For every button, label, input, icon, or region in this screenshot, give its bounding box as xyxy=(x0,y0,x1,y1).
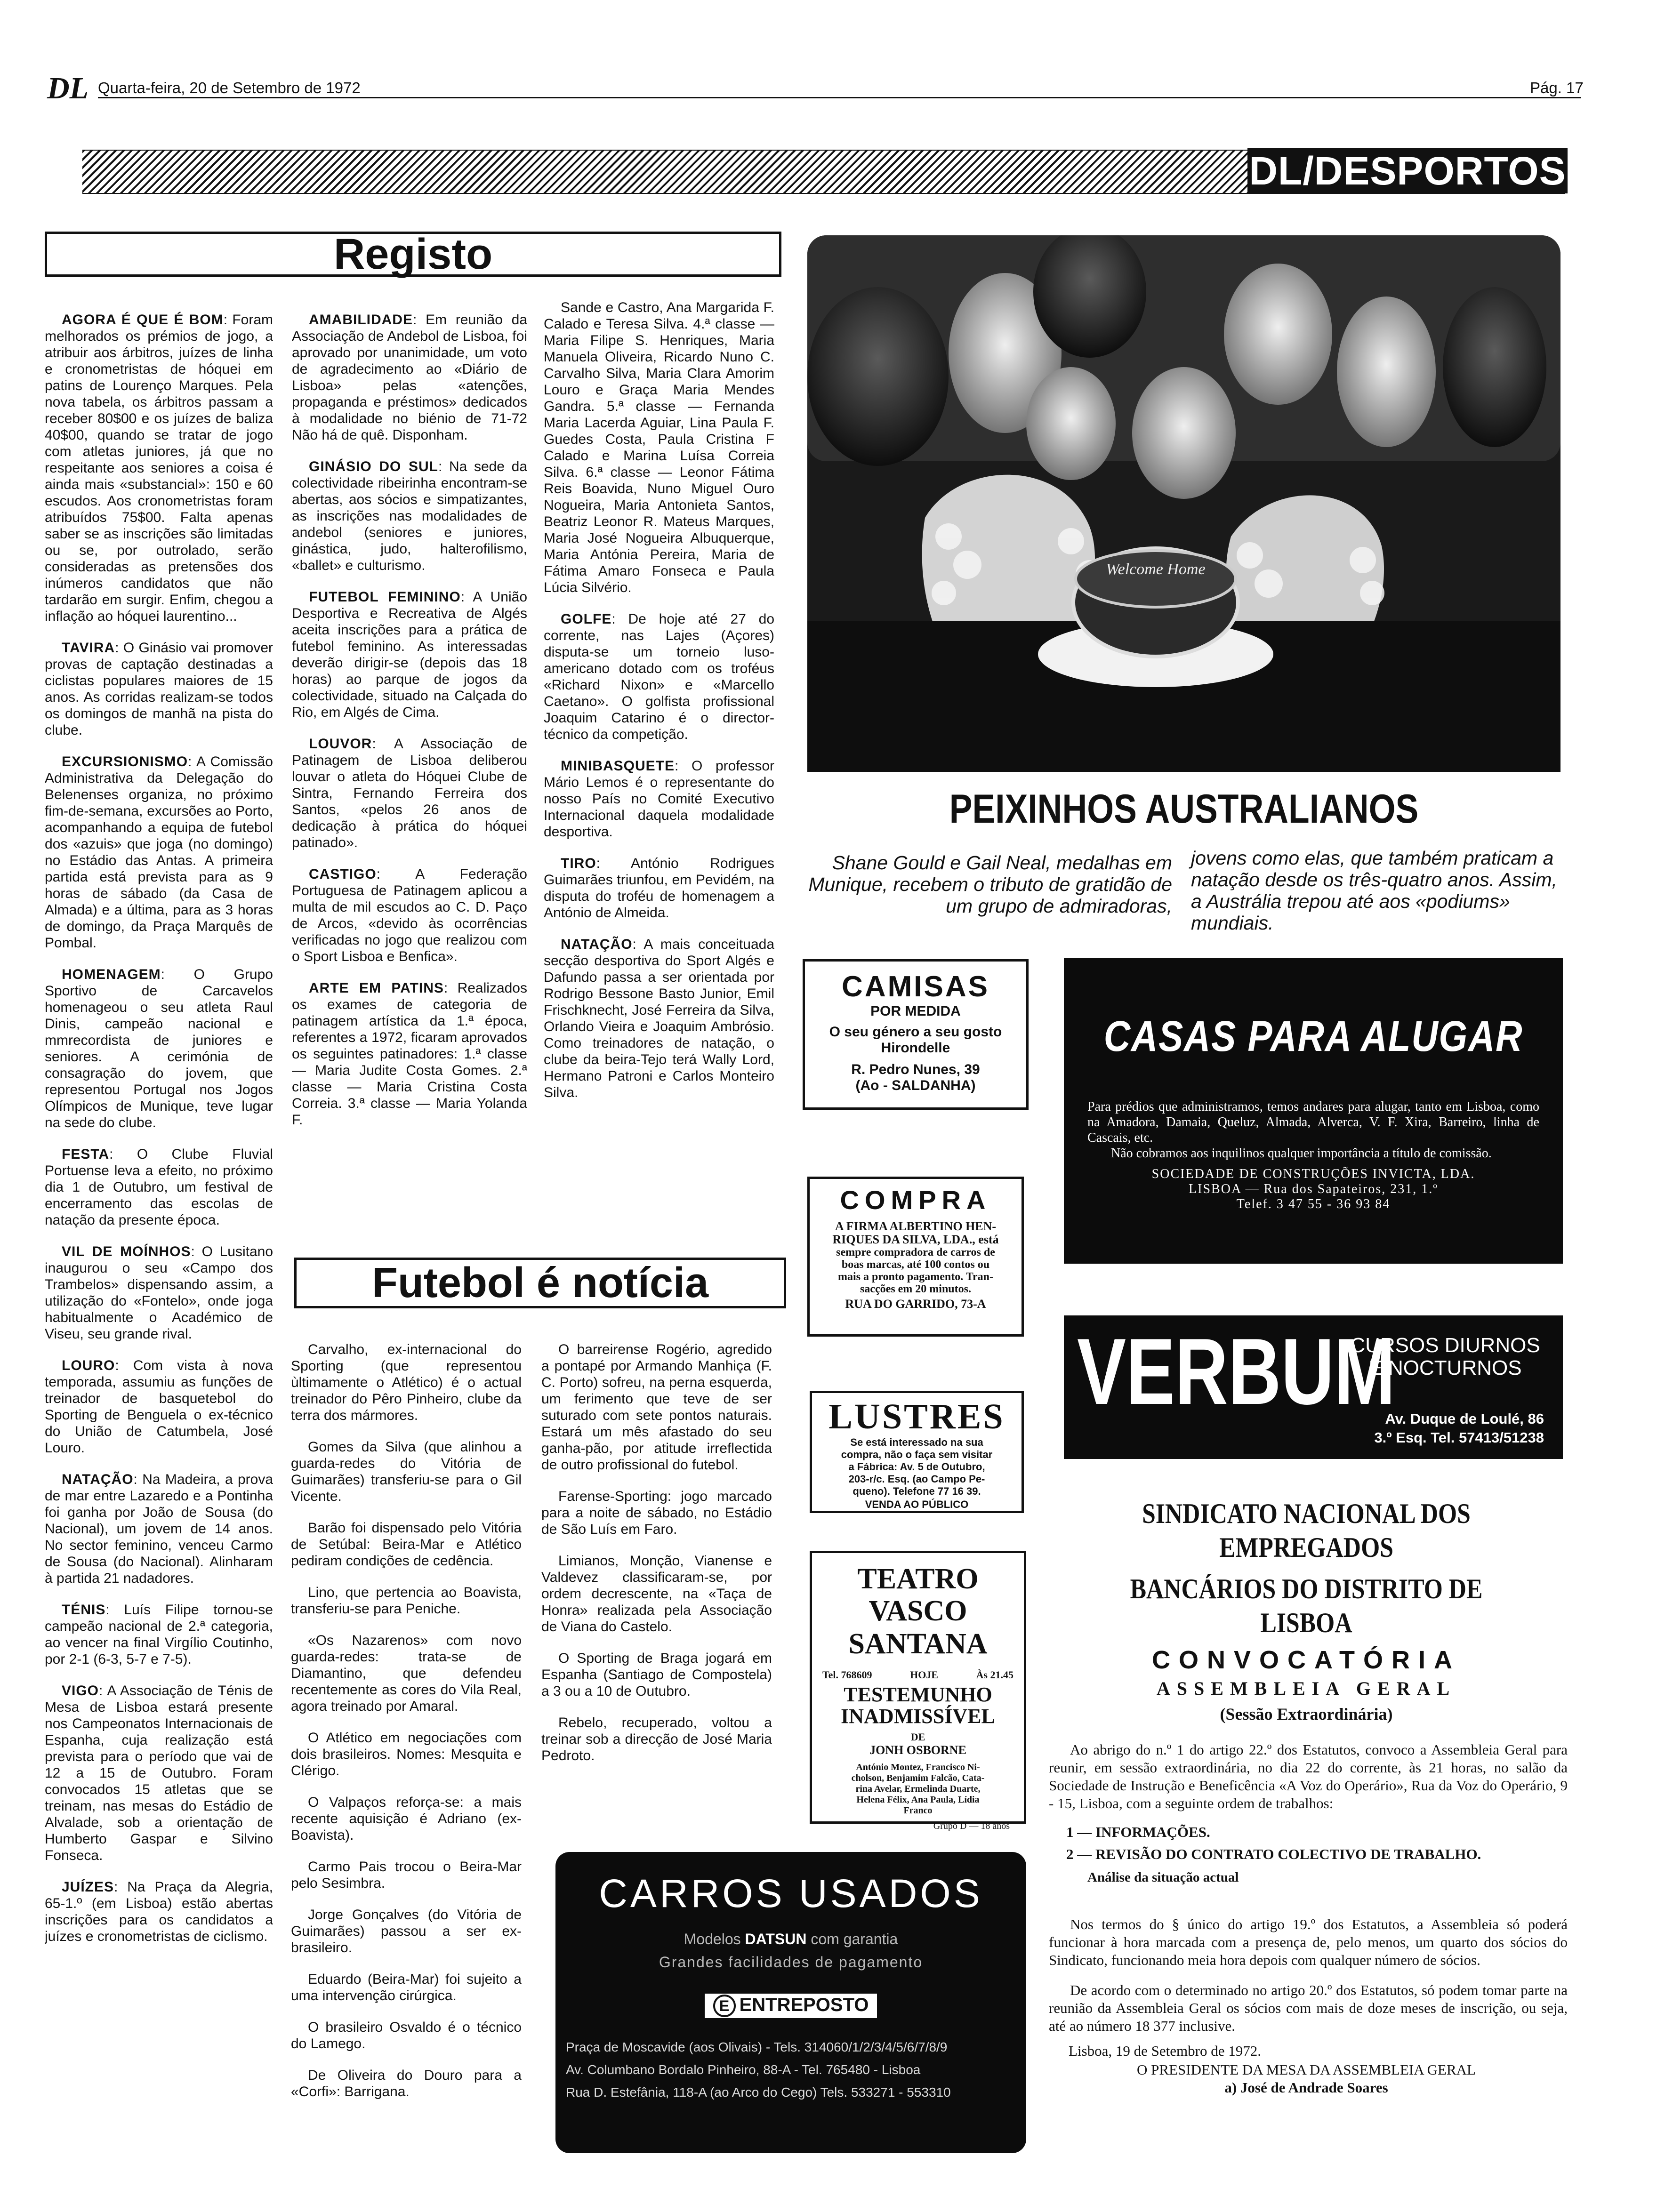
ad-verbum xyxy=(1064,1315,1563,1459)
sindicato-notice: SINDICATO NACIONAL DOS EMPREGADOS BANCÁRIOS DO DISTRITO DE LISBOA CONVOCATÓRIA ASSEMBLEIA GERAL (Sessão Extraordinária) Ao abrigo do n.º 1 do artigo 22.º dos Estatutos, convoco a Assembleia Geral para reunir, em sessão extraordinária, no dia 22 do corrente, às 21 horas, no salão da Sociedade de Instrução e Beneficência «A Voz do Operário», Rua da Voz do Operário, 9 - 15, Lisboa, com a seguinte ordem de trabalhos: 1 — INFORMAÇÕES. 2 — REVISÃO DO CONTRATO COLECTIVO DE TRABALHO. Análise da situação actual Nos termos do § único do artigo 19.º dos Estatutos, a Assembleia só poderá funcionar à hora marcada com a presença de, pelo menos, um quarto dos sócios do Sindicato, funcionando meia hora depois com qualquer número de sócios. De acordo com o determinado no artigo 20.º dos Estatutos, só podem tomar parte na reunião da Assembleia Geral os sócios com mais de doze meses de inscrição, ou seja, até ao número 18 377 inclusive. Lisboa, 19 de Setembro de 1972. O PRESIDENTE DA MESA DA ASSEMBLEIA GERAL a) José de Andrade Soares xyxy=(1049,1498,1568,2096)
item-text: Na Madeira, a prova de mar entre Lazaredo e a Pontinha foi ganha por João de Sousa (do Nacional), um jovem de 14 anos. No sector feminino, venceu Carmo de Sousa (do Nacional). Alinharam à partida 21 nadadores. xyxy=(45,1472,273,1586)
item-text: A Associação de Ténis de Mesa de Lisboa estará presente nos Campeonatos Internacionais de Espanha, cuja realização está prevista para o período que vai de 12 a 15 de Outubro. Foram convocados 15 atletas que se treinam, nas mesas do Estádio de Alvalade, sob a orientação de Humberto Gaspar e Silvino Fonseca. xyxy=(45,1683,273,1863)
teatro-hora: Às 21.45 xyxy=(976,1669,1014,1681)
item-text: António Rodrigues Guimarães triunfou, em Pevidém, na disputa do troféu de homenagem a António de Almeida. xyxy=(544,856,774,921)
registo-column-1 xyxy=(45,312,273,2159)
item-text: Sande e Castro, Ana Margarida F. Calado e Teresa Silva. 4.ª classe — Maria Filipe S. Henriques, Maria Manuela Oliveira, Ricardo Nuno C. Carvalho Silva, Maria Clara Amorim Louro e Graça Maria Mendes Gandra. 5.ª classe — Fernanda Maria Lacerda Aguiar, Lina Paula F. Guedes Costa, Paula Cristina F Calado e Marina Luísa Correia Silva. 6.ª classe — Leonor Fátima Reis Boavida, Nuno Miguel Ouro Nogueira, Maria Antonieta Santos, Beatriz Leonor R. Mateus Marques, Maria José Nogueira Albuquerque, Maria Antónia Pereira, Maria de Fátima Amaro Fonseca e Paula Lúcia Silvério. xyxy=(544,300,774,595)
futebol-item: Barão foi dispensado pelo Vitória de Setúbal: Beira-Mar e Atlético pediram condições de cedência. xyxy=(291,1520,522,1569)
futebol-item: «Os Nazarenos» com novo guarda-redes: trata-se de Diamantino, que defendeu recentemente as cores do Vila Real, agora treinado por Amaral. xyxy=(291,1633,522,1714)
item-text: O Grupo Sportivo de Carcavelos homenageou o seu atleta Raul Dinis, campeão nacional e mmrecordista de juniores e seniores. A cerimónia de consagração do jovem, que representou Portugal nos Jogos Olímpicos de Munique, teve lugar na sede do clube. xyxy=(45,967,273,1130)
item-heading: GINÁSIO DO SUL xyxy=(309,459,438,474)
futebol-item: O brasileiro Osvaldo é o técnico do Lamego. xyxy=(291,2020,522,2052)
registo-item: TIRO: António Rodrigues Guimarães triunfou, em Pevidém, na disputa do troféu de homenagem a António de Almeida. xyxy=(544,856,774,921)
verbum-a1: Av. Duque de Loulé, 86 xyxy=(1385,1411,1544,1427)
item-heading: EXCURSIONISMO xyxy=(62,754,188,769)
masthead-logo: DL xyxy=(47,71,88,105)
item-heading: NATAÇÃO xyxy=(62,1472,134,1487)
registo-item: TAVIRA: O Ginásio vai promover provas de captação destinadas a ciclistas populares maiores de 15 anos. As corridas realizam-se todos os domingos de manhã na pista do clube. xyxy=(45,640,273,738)
registo-item: TÉNIS: Luís Filipe tornou-se campeão nacional de 2.ª categoria, ao vencer na final Virgílio Coutinho, por 2-1 (6-3, 5-7 e 7-5). xyxy=(45,1602,273,1667)
registo-item: LOUVOR: A Associação de Patinagem de Lisboa deliberou louvar o atleta do Hóquei Clube de Sintra, Fernando Ferreira dos Santos, «pelos 26 anos de dedicação à prática do hóquei patinado». xyxy=(292,736,527,850)
item-heading: TÉNIS xyxy=(62,1602,106,1618)
item-heading: HOMENAGEM xyxy=(62,967,161,982)
registo-item: MINIBASQUETE: O professor Mário Lemos é o representante do nosso País no Comité Executivo Internacional daquela modalidade desportiva. xyxy=(544,758,774,840)
futebol-item: Rebelo, recuperado, voltou a treinar sob a direcção de José Maria Pedroto. xyxy=(541,1715,772,1763)
item-heading: CASTIGO xyxy=(309,866,377,882)
item-text: O Clube Fluvial Portuense leva a efeito, no próximo dia 1 de Outubro, um festival de encerramento das escolas de natação da presente época. xyxy=(45,1146,273,1228)
ad-casas-para-alugar: CASAS PARA ALUGAR Para prédios que administramos, temos andares para alugar, tanto em Lisboa, como na Amadora, Damaia, Queluz, Almada, Alverca, V. F. Xira, Barreiro, linha de Cascais, etc. Não cobramos aos inquilinos qualquer importância a título de comissão. SOCIEDADE DE CONSTRUÇÕES INVICTA, LDA. LISBOA — Rua dos Sapateiros, 231, 1.º Telef. 3 47 55 - 36 93 84 xyxy=(1064,958,1563,1264)
item-heading: JUÍZES xyxy=(62,1879,114,1895)
verbum-a2: 3.º Esq. Tel. 57413/51238 xyxy=(1374,1429,1544,1446)
item-text: A Comissão Administrativa da Delegação do Belenenses organiza, no próximo fim-de-semana, excursões ao Porto, acompanhando a equipa de futebol dos «azuis» que joga (no domingo) no Estádio das Antas. A primeira partida está prevista para as 9 horas de sábado (da Casa de Almada) e a última, para as 3 horas de domingo, da Praça Marquês de Pombal. xyxy=(45,754,273,951)
registo-item: AGORA É QUE É BOM: Foram melhorados os prémios de jogo, a atribuir aos árbitros, juízes de linha e cronometristas de hóquei em patins de Lourenço Marques. Pela nova tabela, os árbitros passam a receber 80$00 e os juízes de baliza 40$00, quando se tratar de jogo com atletas juniores, já que no respeitante aos seniores a coisa é ainda mais «substancial»: 150 e 60 escudos. Aos cronometristas foram atribuídos 75$00. Falta apenas saber se as inscrições são limitadas ou se, por outrolado, serão consideradas as pretensões dos inúmeros candidatos que não tardarão em surgir. Enfim, chegou a inflação ao hóquei laurentino... xyxy=(45,312,273,624)
futebol-item: Carvalho, ex-internacional do Sporting (que representou ùltimamente o Atlético) é o actual treinador do Pêro Pinheiro, clube da terra dos mármores. xyxy=(291,1342,522,1423)
item-heading: LOURO xyxy=(62,1358,115,1373)
ad-compra: COMPRA A FIRMA ALBERTINO HEN- RIQUES DA SILVA, LDA., está sempre compradora de carros de boas marcas, até 100 contos ou mais a pronto pagamento. Tran- sacções em 20 minutos. RUA DO GARRIDO, 73-A xyxy=(807,1177,1024,1337)
registo-title: Registo xyxy=(333,230,493,278)
teatro-tel: Tel. 768609 xyxy=(822,1669,872,1681)
item-text: Luís Filipe tornou-se campeão nacional de 2.ª categoria, ao vencer na final Virgílio Coutinho, por 2-1 (6-3, 5-7 e 7-5). xyxy=(45,1602,273,1667)
ad-carros-usados: CARROS USADOS Modelos DATSUN com garantia Grandes facilidades de pagamento E ENTREPOSTO Praça de Moscavide (aos Olivais) - Tels. 314060/1/2/3/4/5/6/7/8/9 Av. Columbano Bordalo Pinheiro, 88-A - Tel. 765480 - Lisboa Rua D. Estefânia, 118-A (ao Arco do Cego) Tels. 533271 - 553310 xyxy=(555,1852,1026,2153)
carros-l1post: com garantia xyxy=(811,1931,898,1948)
registo-item: CASTIGO: A Federação Portuguesa de Patinagem aplicou a multa de mil escudos ao C. D. Paço de Arcos, «devido às ocorrências verificadas no jogo que realizou com o Sport Lisboa e Benfica». xyxy=(292,866,527,964)
futebol-item: Eduardo (Beira-Mar) foi sujeito a uma intervenção cirúrgica. xyxy=(291,1972,522,2004)
item-text: De hoje até 27 do corrente, nas Lajes (Açores) disputa-se um torneio luso-americano dotado com os troféus «Richard Nixon» e «Marcello Caetano». O golfista profissional Joaquim Catarino é o director-técnico da competição. xyxy=(544,611,774,742)
futebol-column-2 xyxy=(541,1341,772,1812)
futebol-item: Limianos, Monção, Vianense e Valdevez classificaram-se, por ordem decrescente, na «Taça de Honra» realizada pela Associação de Viana do Castelo. xyxy=(541,1553,772,1635)
item-heading: TAVIRA xyxy=(62,640,115,656)
futebol-item: Gomes da Silva (que alinhou a guarda-redes do Vitória de Guimarães) transferiu-se para o Gil Vicente. xyxy=(291,1439,522,1504)
registo-item xyxy=(544,299,774,596)
carros-l1pre: Modelos xyxy=(684,1931,741,1948)
registo-item: VIL DE MOÍNHOS: O Lusitano inaugurou o seu «Campo dos Trambelos» dispensando assim, a utilização do «Fontelo», onde joga habitualmente o Académico de Viseu, seu grande rival. xyxy=(45,1244,273,1342)
item-text: Com vista à nova temporada, assumiu as funções de treinador de basquetebol do Sporting de Benguela o ex-técnico do União de Catumbela, José Louro. xyxy=(45,1358,273,1456)
futebol-item: Jorge Gonçalves (do Vitória de Guimarães) passou a ser ex-brasileiro. xyxy=(291,1907,522,1956)
carros-addr-2: Av. Columbano Bordalo Pinheiro, 88-A - Tel. 765480 - Lisboa xyxy=(566,2062,921,2077)
ad-teatro: TEATRO VASCO SANTANA Tel. 768609 HOJE Às 21.45 TESTEMUNHO INADMISSÍVEL DE JONH OSBORNE António Montez, Francisco Ni- cholson, Benjamim Falcão, Cata- rina Avelar, Ermelinda Duarte, Helena Félix, Ana Paula, Lídia Franco Grupo D — 18 anos xyxy=(810,1551,1026,1824)
item-heading: AGORA É QUE É BOM xyxy=(62,312,224,328)
registo-item: GOLFE: De hoje até 27 do corrente, nas Lajes (Açores) disputa-se um torneio luso-americano dotado com os troféus «Richard Nixon» e «Marcello Caetano». O golfista profissional Joaquim Catarino é o director-técnico da competição. xyxy=(544,611,774,742)
futebol-item: Carmo Pais trocou o Beira-Mar pelo Sesimbra. xyxy=(291,1859,522,1891)
item-heading: NATAÇÃO xyxy=(561,937,633,952)
item-text: Realizados os exames de categoria de patinagem artística da 1.ª época, referentes a 1972, ficaram aprovados os seguintes patinadores: 1.ª classe — Maria Judite Costa Gomes. 2.ª classe — Maria Cristina Costa Correia. 3.ª classe — Maria Yolanda F. xyxy=(292,980,527,1128)
item-heading: VIGO xyxy=(62,1683,99,1699)
item-text: O professor Mário Lemos é o representante do nosso País no Comité Executivo Internacional daquela modalidade desportiva. xyxy=(544,758,774,840)
registo-item: NATAÇÃO: Na Madeira, a prova de mar entre Lazaredo e a Pontinha foi ganha por João de Sousa (do Nacional), um jovem de 14 anos. No sector feminino, venceu Carmo de Sousa (do Nacional). Alinharam à partida 21 nadadores. xyxy=(45,1472,273,1586)
futebol-item: O Atlético em negociações com dois brasileiros. Nomes: Mesquita e Clérigo. xyxy=(291,1730,522,1779)
registo-item: NATAÇÃO: A mais conceituada secção desportiva do Sport Algés e Dafundo passa a ser orientada por Rodrigo Bessone Basto Junior, Emil Frischknecht, José Ferreira da Silva, Orlando Vieira e Joaquim Ambrósio. Como treinadores de natação, o clube da beira-Tejo terá Wally Lord, Hermano Patroni e Carlos Monteiro Silva. xyxy=(544,937,774,1100)
ad-camisas: CAMISAS POR MEDIDA O seu género a seu gosto Hirondelle R. Pedro Nunes, 39 (Ao - SALDANHA) xyxy=(803,959,1029,1110)
futebol-item: De Oliveira do Douro para a «Corfi»: Barrigana. xyxy=(291,2068,522,2100)
item-text: O Lusitano inaugurou o seu «Campo dos Trambelos» dispensando assim, a utilização do «Fontelo», onde joga habitualmente o Académico de Viseu, seu grande rival. xyxy=(45,1244,273,1342)
photo-headline: PEIXINHOS AUSTRALIANOS xyxy=(949,786,1419,832)
futebol-item: O Sporting de Braga jogará em Espanha (Santiago de Compostela) a 3 ou a 10 de Outubro. xyxy=(541,1651,772,1699)
item-heading: AMABILIDADE xyxy=(309,312,413,328)
registo-column-3 xyxy=(544,299,774,1250)
item-heading: FUTEBOL FEMININO xyxy=(309,589,461,605)
ad-lustres: LUSTRES Se está interessado na sua compra, não o faça sem visitar a Fábrica: Av. 5 de Outubro, 203-r/c. Esq. (ao Campo Pe- queno). Telefone 77 16 39. VENDA AO PÚBLICO xyxy=(810,1391,1024,1513)
page-number: Pág. 17 xyxy=(1530,79,1584,96)
futebol-item: Lino, que pertencia ao Boavista, transferiu-se para Peniche. xyxy=(291,1585,522,1617)
entreposto-brand: ENTREPOSTO xyxy=(739,1995,869,2015)
photo-swimmers xyxy=(807,235,1560,772)
verbum-l1: CURSOS DIURNOS xyxy=(1350,1334,1540,1357)
item-text: Na sede da colectividade ribeirinha encontram-se abertas, aos sócios e simpatizantes, as inscrições nas modalidades de andebol (seniores e juniores, ginástica, judo, halterofilismo, «ballet» e culturismo. xyxy=(292,459,527,573)
item-heading: FESTA xyxy=(62,1146,110,1162)
verbum-logo: VERBUM xyxy=(1077,1319,1396,1424)
teatro-hoje: HOJE xyxy=(910,1669,938,1681)
carros-addr-3: Rua D. Estefânia, 118-A (ao Arco do Cego) Tels. 533271 - 553310 xyxy=(566,2085,951,2100)
verbum-l2: E NOCTURNOS xyxy=(1368,1356,1522,1379)
item-heading: VIL DE MOÍNHOS xyxy=(62,1244,191,1259)
item-heading: MINIBASQUETE xyxy=(561,758,675,774)
item-text: Na Praça da Alegria, 65-1.º (em Lisboa) estão abertas inscrições para os candidatos a juízes e cronometristas de ciclismo. xyxy=(45,1879,273,1944)
futebol-column-1 xyxy=(291,1341,522,2198)
item-heading: GOLFE xyxy=(561,611,612,627)
registo-item: FUTEBOL FEMININO: A União Desportiva e Recreativa de Algés aceita inscrições para a prática de futebol feminino. As interessadas deverão dirigir-se (depois das 18 horas) ao parque de jogos da colectividade, situado na Calçada do Rio, em Algés de Cima. xyxy=(292,589,527,720)
registo-item: LOURO: Com vista à nova temporada, assumiu as funções de treinador de basquetebol do Sporting de Benguela o ex-técnico do União de Catumbela, José Louro. xyxy=(45,1358,273,1456)
futebol-item: Farense-Sporting: jogo marcado para a noite de sábado, no Estádio de São Luís em Faro. xyxy=(541,1489,772,1537)
photo-caption-right: jovens como elas, que também praticam a natação desde os três-quatro anos. Assim, a Austrália trepou até aos «podiums» mundiais. xyxy=(1191,847,1557,934)
futebol-title: Futebol é notícia xyxy=(371,1259,709,1306)
entreposto-logo-icon: E xyxy=(713,1995,736,2017)
header-rule xyxy=(98,97,1581,98)
header-date: Quarta-feira, 20 de Setembro de 1972 xyxy=(98,79,361,96)
futebol-item: O Valpaços reforça-se: a mais recente aquisição é Adriano (ex-Boavista). xyxy=(291,1795,522,1843)
item-heading: TIRO xyxy=(561,856,596,871)
registo-item: FESTA: O Clube Fluvial Portuense leva a efeito, no próximo dia 1 de Outubro, um festival de encerramento das escolas de natação da presente época. xyxy=(45,1146,273,1228)
registo-item: ARTE EM PATINS: Realizados os exames de categoria de patinagem artística da 1.ª época, referentes a 1972, ficaram aprovados os seguintes patinadores: 1.ª classe — Maria Judite Costa Gomes. 2.ª classe — Maria Cristina Costa Correia. 3.ª classe — Maria Yolanda F. xyxy=(292,980,527,1128)
item-text: A Associação de Patinagem de Lisboa deliberou louvar o atleta do Hóquei Clube de Sintra, Fernando Ferreira dos Santos, «pelos 26 anos de dedicação à prática do hóquei patinado». xyxy=(292,736,527,850)
item-heading: LOUVOR xyxy=(309,736,372,752)
carros-datsun: DATSUN xyxy=(745,1931,807,1948)
item-heading: ARTE EM PATINS xyxy=(309,980,444,996)
section-banner-label: DL/DESPORTOS xyxy=(1247,148,1568,193)
item-text: A mais conceituada secção desportiva do Sport Algés e Dafundo passa a ser orientada por Rodrigo Bessone Basto Junior, Emil Frischknecht, José Ferreira da Silva, Orlando Vieira e Joaquim Ambrósio. Como treinadores de natação, o clube da beira-Tejo terá Wally Lord, Hermano Patroni e Carlos Monteiro Silva. xyxy=(544,937,774,1100)
registo-item: VIGO: A Associação de Ténis de Mesa de Lisboa estará presente nos Campeonatos Internacionais de Espanha, cuja realização está prevista para o período que vai de 12 a 15 de Outubro. Foram convocados 15 atletas que se treinam, nas mesas do Estádio de Alvalade, sob a orientação de Humberto Gaspar e Silvino Fonseca. xyxy=(45,1683,273,1863)
registo-item: GINÁSIO DO SUL: Na sede da colectividade ribeirinha encontram-se abertas, aos sócios e simpatizantes, as inscrições nas modalidades de andebol (seniores e juniores, ginástica, judo, halterofilismo, «ballet» e culturismo. xyxy=(292,459,527,573)
photo-caption-left: Shane Gould e Gail Neal, medalhas em Munique, recebem o tributo de gratidão de um grupo de admiradoras, xyxy=(808,852,1172,917)
item-text: A Federação Portuguesa de Patinagem aplicou a multa de mil escudos ao C. D. Paço de Arcos, «devido às ocorrências verificadas no jogo que realizou com o Sport Lisboa e Benfica». xyxy=(292,866,527,964)
carros-addr-1: Praça de Moscavide (aos Olivais) - Tels. 314060/1/2/3/4/5/6/7/8/9 xyxy=(566,2040,948,2054)
item-text: O Ginásio vai promover provas de captação destinadas a ciclistas populares maiores de 15 anos. As corridas realizam-se todos os domingos de manhã na pista do clube. xyxy=(45,640,273,738)
item-text: Foram melhorados os prémios de jogo, a atribuir aos árbitros, juízes de linha e cronometristas de hóquei em patins de Lourenço Marques. Pela nova tabela, os árbitros passam a receber 80$00 e os juízes de baliza 40$00, quando se tratar de jogo com atletas juniores, já que no respeitante aos seniores a coisa é ainda mais «substancial»: 150 e 60 escudos. Aos cronometristas foram atribuídos 75$00. Falta apenas saber se as inscrições são limitadas ou se, por outrolado, serão consideradas as pretensões dos inúmeros candidatos que não tardarão em surgir. Enfim, chegou a inflação ao hóquei laurentino... xyxy=(45,312,273,624)
registo-column-2 xyxy=(292,312,527,1250)
registo-item: AMABILIDADE: Em reunião da Associação de Andebol de Lisboa, foi aprovado por unanimidade, um voto de agradecimento ao «Diário de Lisboa» pelas «atenções, propaganda e préstimos» dedicados à modalidade no biénio de 71-72 Não há de quê. Disponham. xyxy=(292,312,527,443)
registo-item: HOMENAGEM: O Grupo Sportivo de Carcavelos homenageou o seu atleta Raul Dinis, campeão nacional e mmrecordista de juniores e seniores. A cerimónia de consagração do jovem, que representou Portugal nos Jogos Olímpicos de Munique, teve lugar na sede do clube. xyxy=(45,967,273,1130)
registo-item: EXCURSIONISMO: A Comissão Administrativa da Delegação do Belenenses organiza, no próximo fim-de-semana, excursões ao Porto, acompanhando a equipa de futebol dos «azuis» que joga (no domingo) no Estádio das Antas. A primeira partida está prevista para as 9 horas de sábado (da Casa de Almada) e a última, para as 3 horas de domingo, da Praça Marquês de Pombal. xyxy=(45,754,273,951)
registo-item: JUÍZES: Na Praça da Alegria, 65-1.º (em Lisboa) estão abertas inscrições para os candidatos a juízes e cronometristas de ciclismo. xyxy=(45,1879,273,1944)
item-text: Em reunião da Associação de Andebol de Lisboa, foi aprovado por unanimidade, um voto de agradecimento ao «Diário de Lisboa» pelas «atenções, propaganda e préstimos» dedicados à modalidade no biénio de 71-72 Não há de quê. Disponham. xyxy=(292,312,527,443)
cake-inscription: Welcome Home xyxy=(1106,561,1206,578)
futebol-item: O barreirense Rogério, agredido a pontapé por Armando Manhiça (F. C. Porto) sofreu, na perna esquerda, um ferimento que teve de ser suturado com sete pontos naturais. Estará um mês afastado do seu ganha-pão, por atitude irreflectida de outro profissional do futebol. xyxy=(541,1342,772,1473)
item-text: A União Desportiva e Recreativa de Algés aceita inscrições para a prática de futebol feminino. As interessadas deverão dirigir-se (depois das 18 horas) ao parque de jogos da colectividade, situado na Calçada do Rio, em Algés de Cima. xyxy=(292,589,527,720)
